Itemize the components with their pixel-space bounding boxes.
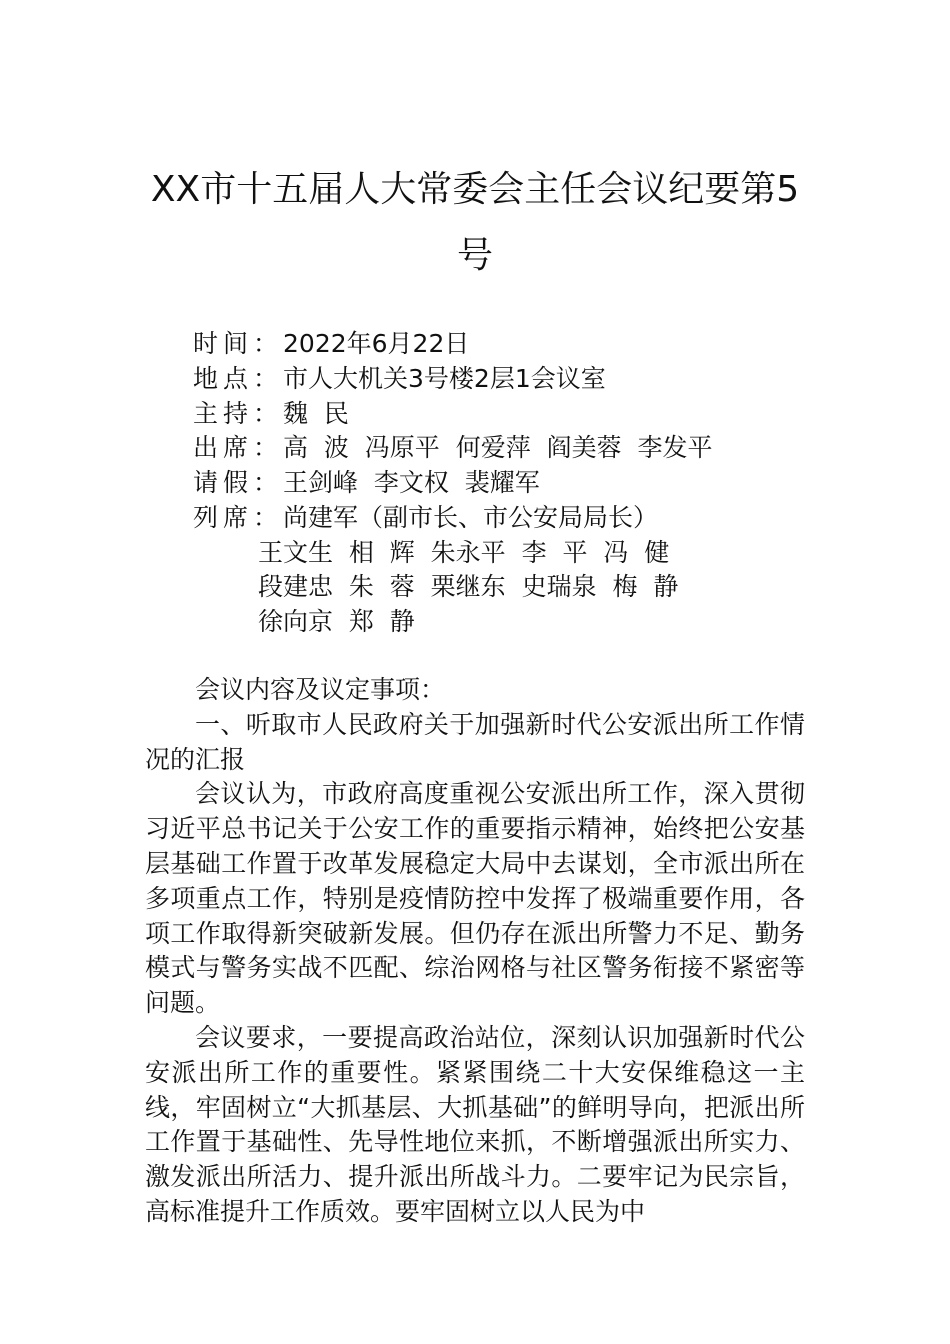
meta-leave-value: 王剑峰 李文权 裴耀军 bbox=[283, 468, 540, 497]
meta-observer-label: 列席： bbox=[193, 503, 284, 532]
meta-place-value: 市人大机关3号楼2层1会议室 bbox=[283, 364, 606, 393]
body-paragraph-1: 会议认为，市政府高度重视公安派出所工作，深入贯彻习近平总书记关于公安工作的重要指示精神，始终把公安基层基础工作置于改革发展稳定大局中去谋划，全市派出所在多项重点工作，特别是疫情防控中发挥了极端重要作用，各项工作取得新突破新发展。但仍存在派出所警力不足、勤务模式与警务实战不匹配、综治网格与社区警务衔接不紧密等问题。 bbox=[145, 779, 805, 1018]
meta-place bbox=[193, 361, 606, 397]
meta-observer bbox=[193, 500, 658, 536]
body-paragraph-2: 会议要求，一要提高政治站位，深刻认识加强新时代公安派出所工作的重要性。紧紧围绕二十大安保维稳这一主线，牢固树立“大抓基层、大抓基础”的鲜明导向，把派出所工作置于基础性、先导性地位来抓，不断增强派出所实力、激发派出所活力、提升派出所战斗力。二要牢记为民宗旨，高标准提升工作质效。要牢固树立以人民为中 bbox=[145, 1022, 805, 1226]
meta-attend-label: 出席： bbox=[193, 433, 284, 462]
document-title-line-1: XX市十五届人大常委会主任会议纪要第5 bbox=[150, 169, 800, 210]
meta-host bbox=[193, 396, 349, 432]
section-heading: 会议内容及议定事项： bbox=[195, 675, 446, 704]
meta-observer-line-4: 徐向京 郑 静 bbox=[258, 607, 415, 636]
meta-attend bbox=[193, 430, 713, 466]
meta-host-value: 魏 民 bbox=[283, 399, 349, 428]
meta-time-label: 时间： bbox=[193, 329, 284, 358]
meta-time bbox=[193, 326, 469, 362]
meta-observer-value: 尚建军（副市长、市公安局局长） bbox=[283, 503, 659, 532]
meta-place-label: 地点： bbox=[193, 364, 284, 393]
meta-leave bbox=[193, 465, 540, 501]
meta-observer-line-3: 段建忠 朱 蓉 栗继东 史瑞泉 梅 静 bbox=[258, 572, 679, 601]
meta-observer-line-2: 王文生 相 辉 朱永平 李 平 冯 健 bbox=[258, 538, 670, 567]
document-body bbox=[145, 673, 805, 1230]
meta-host-label: 主持： bbox=[193, 399, 284, 428]
meta-time-value: 2022年6月22日 bbox=[283, 329, 470, 358]
item-1-heading: 一、听取市人民政府关于加强新时代公安派出所工作情况的汇报 bbox=[145, 709, 805, 774]
meta-leave-label: 请假： bbox=[193, 468, 284, 497]
meta-attend-value: 高 波 冯原平 何爱萍 阎美蓉 李发平 bbox=[283, 433, 713, 462]
document-title-line-2: 号 bbox=[456, 235, 493, 276]
